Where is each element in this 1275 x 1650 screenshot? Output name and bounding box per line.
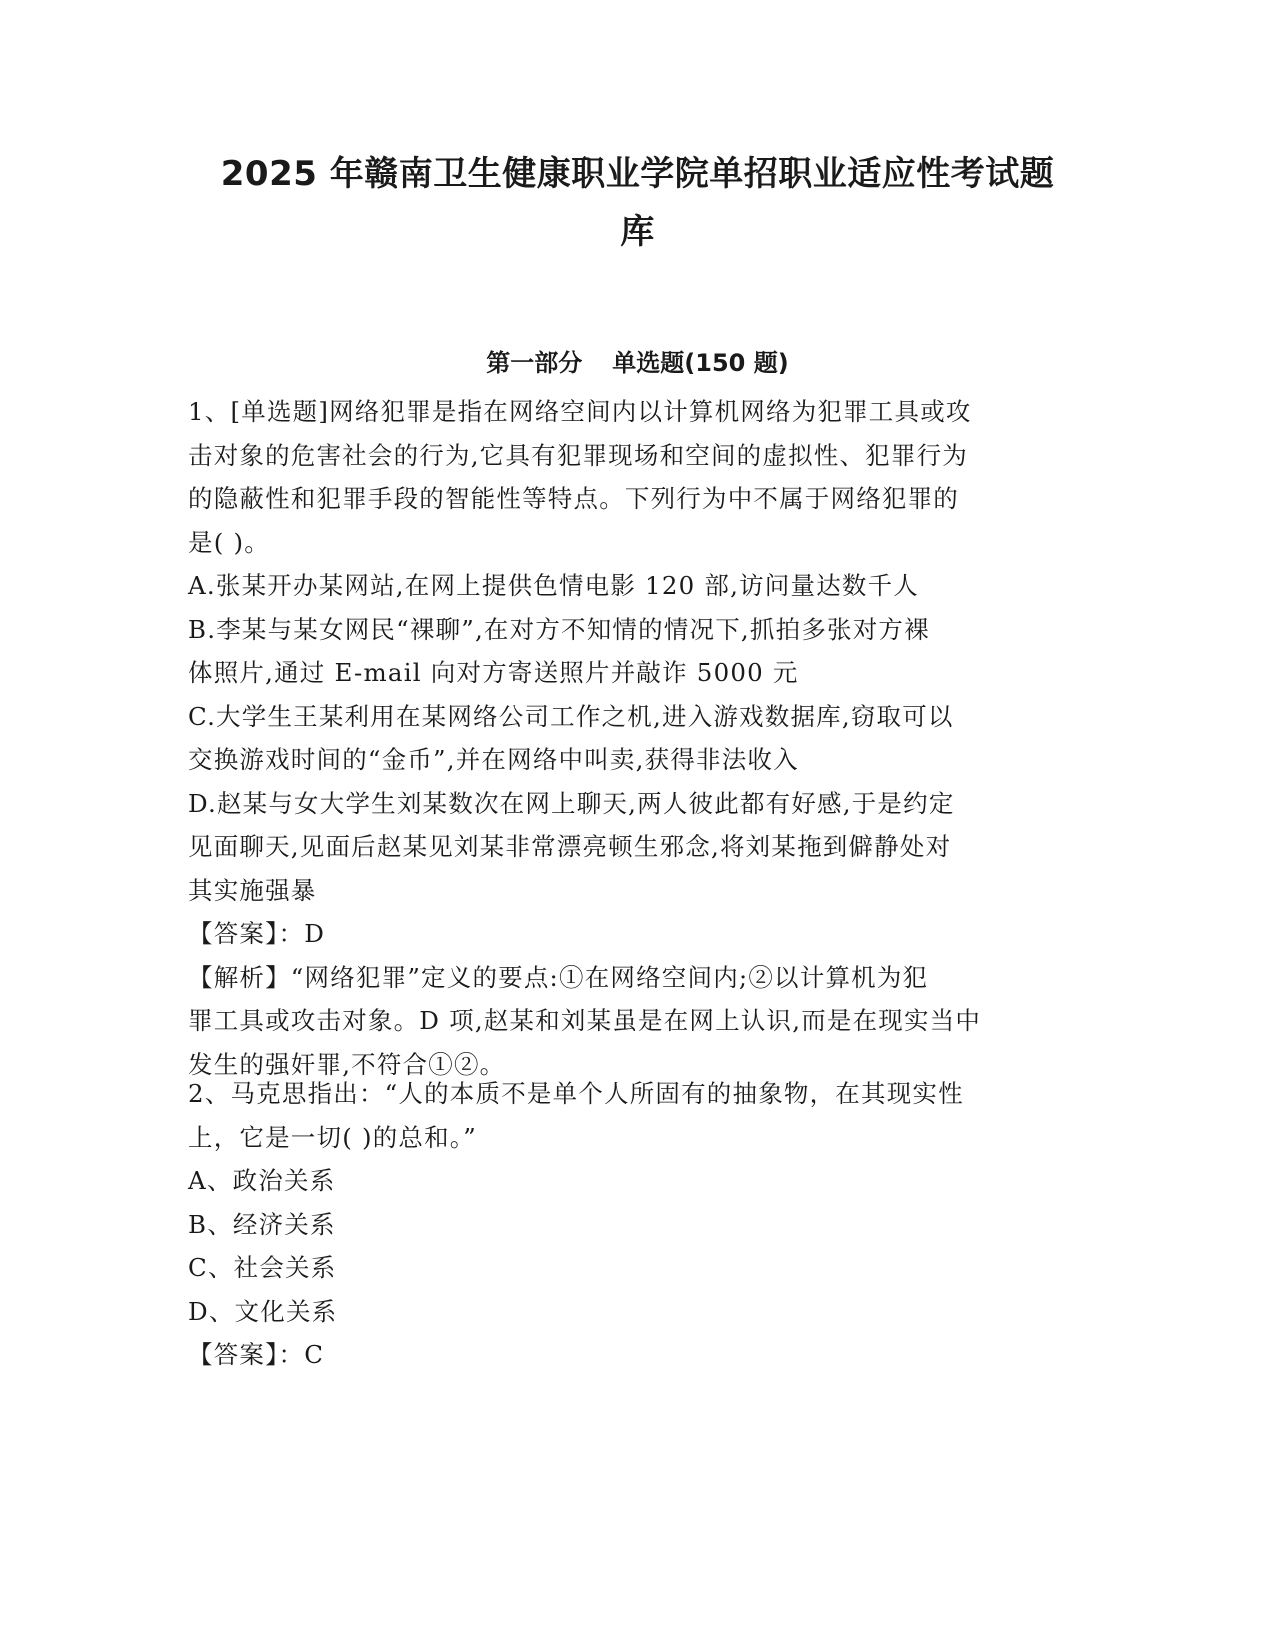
question-stem-line: 是( )。 (188, 527, 270, 557)
option-d: D、文化关系 (188, 1296, 338, 1326)
option-d: D.赵某与女大学生刘某数次在网上聊天,两人彼此都有好感,于是约定 (188, 788, 955, 818)
analysis-line: 【解析】“网络犯罪”定义的要点:①在网络空间内;②以计算机为犯 (188, 962, 929, 992)
section-heading (190, 345, 1085, 381)
question-stem-line: 上，它是一切( )的总和。” (188, 1122, 477, 1152)
option-b: B.李某与某女网民“裸聊”,在对方不知情的情况下,抓拍多张对方裸 (188, 614, 930, 644)
question-1 (188, 390, 1083, 1086)
section-heading-part: 第一部分 (486, 349, 583, 377)
question-stem-line: 2、马克思指出：“人的本质不是单个人所固有的抽象物，在其现实性 (188, 1079, 964, 1108)
option-a: A、政治关系 (188, 1166, 336, 1195)
section-heading-label: 单选题(150 题) (612, 349, 789, 377)
question-stem-line: 的隐蔽性和犯罪手段的智能性等特点。下列行为中不属于网络犯罪的 (188, 484, 959, 513)
option-a: A.张某开办某网站,在网上提供色情电影 120 部,访问量达数千人 (188, 571, 919, 600)
option-c: C、社会关系 (188, 1253, 337, 1282)
question-stem-line: 击对象的危害社会的行为,它具有犯罪现场和空间的虚拟性、犯罪行为 (188, 440, 968, 470)
analysis-line: 罪工具或攻击对象。D 项,赵某和刘某虽是在网上认识,而是在现实当中 (188, 1006, 982, 1035)
answer-line: 【答案】：D (188, 919, 326, 948)
option-b: B、经济关系 (188, 1209, 336, 1239)
question-2 (188, 1072, 1083, 1377)
document-title (190, 145, 1085, 261)
option-c: C.大学生王某利用在某网络公司工作之机,进入游戏数据库,窃取可以 (188, 701, 954, 731)
option-d-continued: 其实施强暴 (188, 875, 317, 905)
document-title-line-1: 2025 年赣南卫生健康职业学院单招职业适应性考试题 (220, 154, 1055, 194)
answer-line: 【答案】：C (188, 1340, 325, 1369)
question-stem-line: 1、[单选题]网络犯罪是指在网络空间内以计算机网络为犯罪工具或攻 (188, 397, 972, 426)
document-title-line-2: 库 (620, 212, 655, 252)
option-d-continued: 见面聊天,见面后赵某见刘某非常漂亮顿生邪念,将刘某拖到僻静处对 (188, 832, 952, 861)
option-b-continued: 体照片,通过 E-mail 向对方寄送照片并敲诈 5000 元 (188, 658, 799, 687)
analysis-line: 发生的强奸罪,不符合①②。 (188, 1049, 506, 1079)
option-c-continued: 交换游戏时间的“金币”,并在网络中叫卖,获得非法收入 (188, 745, 799, 774)
